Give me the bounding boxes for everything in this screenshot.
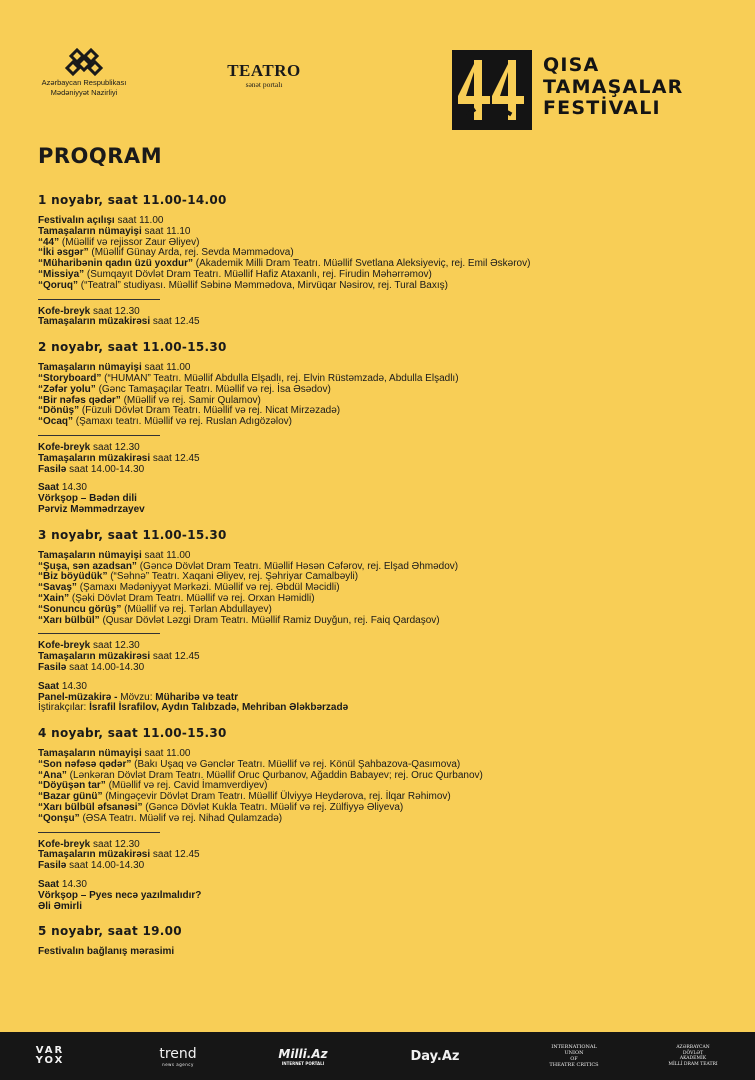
line-bold-text: “Xain” (38, 592, 70, 604)
line-bold-text: Tamaşaların müzakirəsi (38, 452, 151, 464)
line-text: (Qusar Dövlət Ləzgi Dram Teatrı. Müəllif Ramiz Duyğun, rej. Faiq Qardaşov) (99, 614, 440, 626)
line-bold-text: Vörkşop – Pyes necə yazılmalıdır? (38, 889, 202, 901)
line-text: (Müəllif və rej. Samir Qulamov) (120, 394, 261, 406)
line-text: saat 11.00 (141, 549, 191, 561)
line-bold-text: Tamaşaların nümayişi (38, 225, 142, 237)
schedule-line (38, 281, 728, 292)
line-text: (Sumqayıt Dövlət Dram Teatrı. Müəllif Hafiz Ataxanlı, rej. Firudin Məhərrəmov) (84, 268, 432, 280)
line-bold-text: “Zəfər yolu” (38, 383, 96, 395)
line-text: saat 12.30 (90, 640, 140, 652)
line-bold-text: Fasilə (38, 860, 67, 872)
varyox-line1: VAR (35, 1045, 65, 1056)
line-bold-text: Festivalın açılışı (38, 215, 115, 226)
line-bold-text: Tamaşaların müzakirəsi (38, 651, 151, 663)
line-bold-text: Festivalın bağlanış mərasimi (38, 946, 175, 958)
line-text: (Bakı Uşaq və Gənclər Teatrı. Müəllif və rej. Könül Şahbazova-Qasımova) (131, 758, 461, 770)
line-bold-text: “Xarı bülbül əfsanəsi” (38, 802, 143, 814)
line-bold-text: Tamaşaların müzakirəsi (38, 316, 151, 328)
number-44-icon (452, 50, 532, 130)
line-text: saat 11.00 (141, 748, 191, 760)
schedule-line (38, 465, 728, 476)
day-section (38, 339, 728, 516)
line-bold-text: “Savaş” (38, 582, 77, 594)
theatre-line3: MİLLİ DRAM TEATRI (668, 1061, 718, 1067)
line-bold-text: “Missiya” (38, 268, 85, 280)
line-text: (Şəki Dövlət Dram Teatrı. Müəllif və rej. Orxan Həmidli) (69, 592, 315, 604)
line-text: (Müəllif və rej. Tərlan Abdullayev) (121, 603, 272, 615)
section-divider (38, 633, 160, 634)
line-bold-text: “Ana” (38, 769, 67, 781)
schedule-line (38, 417, 728, 428)
line-text: (ƏSA Teatrı. Müəlif və rej. Nihad Qulamzadə) (79, 812, 283, 824)
critics-line3: THEATRE CRITICS (549, 1062, 599, 1068)
trend-name: trend (159, 1045, 197, 1062)
sponsor-varyox-logo (30, 1032, 70, 1080)
schedule-line (38, 483, 728, 494)
line-text: saat 12.45 (150, 316, 200, 328)
line-bold-text: “Döyüşən tar” (38, 780, 106, 792)
line-text: saat 12.30 (90, 838, 140, 850)
line-text: (“Səhnə” Teatrı. Xaqani Əliyev, rej. Şəhriyar Camalbəyli) (107, 571, 359, 583)
line-bold-text: “Qoruq” (38, 279, 78, 291)
theatre-line1: AZƏRBAYCAN DÖVLƏT (676, 1045, 710, 1056)
line-bold-text: Fasilə (38, 463, 67, 475)
ministry-line2: Mədəniyyət Nazirliyi (50, 88, 118, 97)
line-bold-text: “Bir nəfəs qədər” (38, 394, 121, 406)
day-section (38, 923, 728, 958)
day-title: 4 noyabr, saat 11.00-15.30 (38, 726, 227, 741)
section-divider (38, 299, 160, 300)
line-text: saat 12.30 (90, 305, 140, 317)
line-text: 14.30 (59, 680, 87, 692)
line-bold-text: “Son nəfəsə qədər” (38, 758, 132, 770)
line-bold-text: Müharibə və teatr (155, 691, 239, 703)
schedule-line (38, 616, 728, 627)
festival-name-line2: TAMAŞALAR (543, 75, 684, 98)
line-bold-text: “Dönüş” (38, 405, 80, 417)
milli-sub: INTERNET PORTALI (281, 1060, 325, 1066)
line-text: (Şamaxı Mədəniyyət Mərkəzi. Müəllif və rej. Əbdül Məcidli) (76, 582, 340, 594)
line-text: saat 14.00-14.30 (66, 661, 145, 673)
dayaz-name: Day.Az (410, 1048, 460, 1064)
line-bold-text: “İki əsgər” (38, 247, 89, 259)
page-header (0, 0, 755, 150)
line-text: (Mingəçevir Dövlət Dram Teatrı. Müəllif Ülviyyə Heydərova, rej. İlqar Rəhimov) (102, 791, 451, 803)
line-bold-text: Kofe-breyk (38, 441, 91, 453)
theatre-line2: AKADEMİK (679, 1056, 707, 1061)
festival-name (543, 55, 683, 120)
line-bold-text: “Qonşu” (38, 812, 80, 824)
line-text: 14.30 (59, 482, 87, 494)
line-text: saat 14.00-14.30 (66, 463, 145, 475)
line-text: (Şamaxı teatrı. Müəllif və rej. Ruslan Adıgözəlov) (73, 416, 292, 428)
program-title: PROQRAM (38, 144, 163, 168)
line-text: (“Teatral” studiyası. Müəllif Səbinə Məmmədova, Mirvüqar Nəsirov, rej. Tural Baxış) (78, 279, 448, 291)
line-text: saat 11.10 (141, 225, 191, 237)
line-text: (Füzuli Dövlət Dram Teatrı. Müəllif və rej. Nicat Mirzəzadə) (79, 405, 341, 417)
line-text: Mövzu: (117, 691, 156, 703)
section-divider (38, 832, 160, 833)
line-bold-text: “44” (38, 236, 60, 248)
line-bold-text: Saat (38, 680, 60, 692)
festival-name-line3: FESTİVALI (543, 97, 661, 119)
line-bold-text: Saat (38, 482, 60, 494)
section-divider (38, 435, 160, 436)
line-bold-text: Tamaşaların nümayişi (38, 549, 142, 561)
ministry-line1: Azərbaycan Respublikası (41, 78, 127, 87)
schedule-line (38, 505, 728, 516)
festival-44-logo (452, 50, 532, 130)
sponsor-theatre-logo (668, 1032, 718, 1080)
line-bold-text: Tamaşaların müzakirəsi (38, 849, 151, 861)
schedule-line (38, 861, 728, 872)
day-title: 5 noyabr, saat 19.00 (38, 924, 182, 939)
line-bold-text: Vörkşop – Bədən dili (38, 493, 137, 505)
line-text: saat 11.00 (141, 362, 191, 374)
day-section (38, 527, 728, 714)
line-bold-text: İsrafil İsrafilov, Aydın Talıbzadə, Mehriban Ələkbərzadə (89, 702, 349, 714)
line-bold-text: “Ocaq” (38, 416, 74, 428)
line-text: saat 12.45 (150, 452, 200, 464)
line-text: saat 12.45 (150, 651, 200, 663)
line-text: (Müəllif və rej. Cavid İmamverdiyev) (105, 780, 268, 792)
line-text: 14.30 (59, 879, 87, 891)
line-bold-text: “Xarı bülbül” (38, 614, 100, 626)
line-bold-text: Əli Əmirli (38, 900, 82, 912)
sponsor-dayaz-logo (405, 1032, 465, 1080)
line-text: (Gəncə Dövlət Kukla Teatrı. Müəlif və rej. Zülfiyyə Əliyeva) (142, 802, 404, 814)
line-bold-text: Kofe-breyk (38, 640, 91, 652)
day-section (38, 192, 728, 328)
day-section (38, 725, 728, 912)
line-bold-text: “Müharibənin qadın üzü yoxdur” (38, 258, 193, 270)
line-text: saat 11.00 (114, 215, 164, 226)
line-bold-text: Panel-müzakirə - (38, 691, 118, 703)
line-bold-text: “Şuşa, sən azadsan” (38, 560, 137, 572)
sponsor-footer (0, 1032, 755, 1080)
line-bold-text: Tamaşaların nümayişi (38, 362, 142, 374)
ministry-logo (30, 48, 138, 98)
day-title: 3 noyabr, saat 11.00-15.30 (38, 527, 227, 542)
line-text: (Gənc Tamaşaçılar Teatrı. Müəllif və rej. İsa Əsədov) (95, 383, 331, 395)
line-text: (Müəllif və rejissor Zaur Əliyev) (59, 236, 200, 248)
line-text: saat 12.30 (90, 441, 140, 453)
teatro-logo (222, 62, 306, 89)
critics-line2: OF (570, 1056, 578, 1062)
schedule-line (38, 663, 728, 674)
line-text: saat 12.45 (150, 849, 200, 861)
line-text: (Müəllif Günay Arda, rej. Sevda Məmmədova) (88, 247, 294, 259)
varyox-line2: YOX (35, 1055, 65, 1066)
line-bold-text: “Bazar günü” (38, 791, 103, 803)
schedule-line (38, 902, 728, 913)
line-text: (Akademik Milli Dram Teatrı. Müəllif Svetlana Aleksiyeviç, rej. Emil Əskərov) (193, 258, 531, 270)
trend-sub: news agency (162, 1061, 194, 1067)
teatro-title: TEATRO (227, 61, 301, 80)
teatro-subtitle: sənət portalı (245, 80, 283, 89)
schedule-line (38, 947, 728, 958)
sponsor-trend-logo (148, 1032, 208, 1080)
day-title: 1 noyabr, saat 11.00-14.00 (38, 193, 227, 207)
festival-name-line1: QISA (543, 54, 600, 76)
line-text: İştirakçılar: (38, 702, 90, 714)
line-bold-text: “Biz böyüdük” (38, 571, 108, 583)
schedule-line (38, 814, 728, 825)
line-bold-text: Pərviz Məmmədrzayev (38, 503, 145, 515)
line-bold-text: Saat (38, 879, 60, 891)
ministry-emblem-icon (63, 48, 105, 78)
line-text: saat 14.00-14.30 (66, 860, 145, 872)
line-bold-text: Kofe-breyk (38, 838, 91, 850)
program-schedule (38, 192, 728, 958)
line-bold-text: “Storyboard” (38, 372, 102, 384)
line-bold-text: Kofe-breyk (38, 305, 91, 317)
critics-line1: INTERNATIONAL UNION (551, 1044, 597, 1056)
line-bold-text: Fasilə (38, 661, 67, 673)
line-text: (Gəncə Dövlət Dram Teatrı. Müəllif Həsən Cəfərov, rej. Elşad Əhmədov) (136, 560, 459, 572)
day-title: 2 noyabr, saat 11.00-15.30 (38, 340, 227, 355)
line-text: (Lənkəran Dövlət Dram Teatrı. Müəllif Oruc Qurbanov, Ağaddin Babayev; rej. Oruc Qurbanov) (66, 769, 483, 781)
line-bold-text: Tamaşaların nümayişi (38, 748, 142, 760)
schedule-line (38, 891, 728, 902)
line-text: (“HUMAN” Teatrı. Müəllif Abdulla Elşadlı, rej. Elvin Rüstəmzadə, Abdulla Elşadlı) (101, 372, 459, 384)
milli-name: Milli.Az (278, 1046, 328, 1061)
sponsor-milli-logo (278, 1032, 328, 1080)
schedule-line (38, 703, 728, 714)
line-bold-text: “Sonuncu görüş” (38, 603, 122, 615)
schedule-line (38, 317, 728, 328)
sponsor-critics-logo (542, 1032, 606, 1080)
